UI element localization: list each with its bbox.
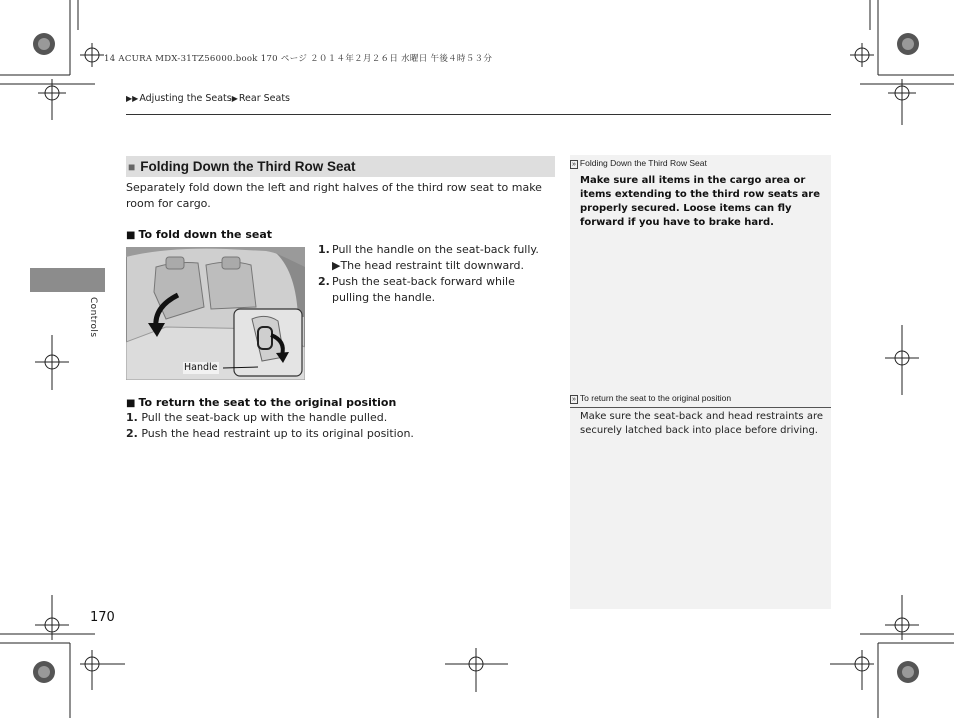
note-link-icon: » bbox=[572, 161, 576, 168]
step-result: ▶The head restraint tilt downward. bbox=[332, 259, 525, 272]
list-item bbox=[126, 410, 554, 426]
chapter-tab[interactable] bbox=[30, 268, 105, 292]
return-seat-title: To return the seat to the original position bbox=[138, 396, 397, 409]
step-number: 1. bbox=[318, 243, 330, 256]
heading-square-icon: ■ bbox=[128, 159, 136, 174]
return-seat-heading bbox=[126, 396, 396, 409]
step-text: Pull the seat-back up with the handle pulled. bbox=[141, 411, 388, 424]
step-text: Push the seat-back forward while pulling the handle. bbox=[332, 275, 515, 304]
note-body: Make sure all items in the cargo area or items extending to the third row seats are properly secured. Loose items can fly forward if you have to brake hard. bbox=[580, 175, 820, 228]
note-title[interactable] bbox=[570, 158, 707, 168]
list-item bbox=[318, 274, 554, 306]
fold-down-heading bbox=[126, 228, 272, 241]
heading-square-icon: ■ bbox=[126, 398, 136, 409]
section-heading bbox=[126, 156, 555, 177]
breadcrumb-separator-icon: ▶ bbox=[231, 94, 238, 103]
return-seat-steps bbox=[126, 410, 554, 442]
intro-paragraph: Separately fold down the left and right halves of the third row seat to make room for cargo. bbox=[126, 181, 542, 210]
breadcrumb-item-rear-seats[interactable]: Rear Seats bbox=[238, 93, 290, 104]
step-number: 1. bbox=[126, 411, 138, 424]
fold-down-title: To fold down the seat bbox=[138, 228, 273, 241]
step-number: 2. bbox=[318, 275, 330, 288]
page-number: 170 bbox=[90, 610, 115, 625]
note-title-text: To return the seat to the original position bbox=[579, 393, 732, 403]
step-text: Push the head restraint up to its original position. bbox=[141, 427, 414, 440]
header-rule bbox=[126, 114, 831, 115]
note-title-text: Folding Down the Third Row Seat bbox=[579, 158, 707, 168]
note-title[interactable] bbox=[570, 393, 731, 403]
note-body: Make sure the seat-back and head restraints are securely latched back into place before driving. bbox=[580, 411, 823, 436]
breadcrumb-item-adjusting-seats[interactable]: Adjusting the Seats bbox=[139, 93, 232, 104]
print-header: 14 ACURA MDX-31TZ56000.book 170 ページ ２０１４年２月２６日 水曜日 午後４時５３分 bbox=[104, 54, 493, 64]
note-link-icon: » bbox=[572, 396, 576, 403]
handle-callout-label: Handle bbox=[184, 362, 218, 373]
section-title: Folding Down the Third Row Seat bbox=[140, 159, 356, 174]
note-divider bbox=[570, 407, 831, 408]
step-number: 2. bbox=[126, 427, 138, 440]
chapter-tab-label: Controls bbox=[88, 297, 98, 338]
heading-square-icon: ■ bbox=[126, 230, 136, 241]
list-item bbox=[126, 426, 554, 442]
step-text: Pull the handle on the seat-back fully. bbox=[332, 243, 539, 256]
seat-fold-illustration bbox=[126, 247, 305, 380]
breadcrumb bbox=[126, 93, 290, 104]
fold-down-steps bbox=[318, 242, 554, 306]
breadcrumb-prefix-icon: ▶▶ bbox=[126, 94, 139, 103]
list-item bbox=[318, 242, 554, 258]
